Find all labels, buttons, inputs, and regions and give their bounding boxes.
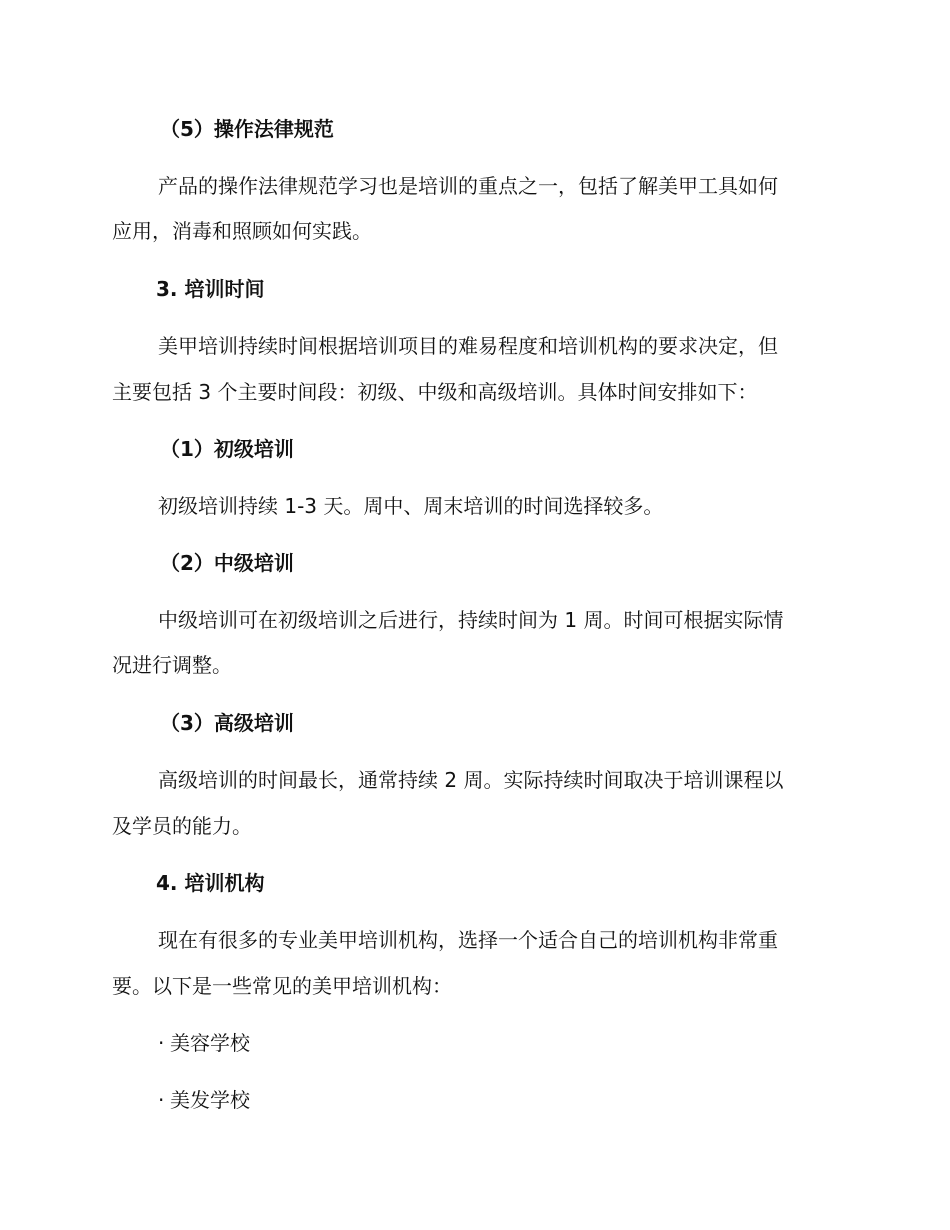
subheading-beginner-training: （1）初级培训 (160, 437, 294, 461)
paragraph-line: 要。以下是一些常见的美甲培训机构： (112, 974, 452, 998)
paragraph-line: 及学员的能力。 (112, 814, 252, 838)
section-heading-training-time: 3. 培训时间 (156, 277, 265, 301)
paragraph-line: 现在有很多的专业美甲培训机构，选择一个适合自己的培训机构非常重 (158, 928, 778, 952)
paragraph-line: 产品的操作法律规范学习也是培训的重点之一，包括了解美甲工具如何 (158, 174, 778, 198)
bullet-icon: · (158, 1031, 165, 1055)
subheading-intermediate-training: （2）中级培训 (160, 551, 294, 575)
list-item-label: 美发学校 (170, 1088, 250, 1112)
list-item-label: 美容学校 (170, 1031, 250, 1055)
paragraph-line: 高级培训的时间最长，通常持续 2 周。实际持续时间取决于培训课程以 (158, 768, 784, 792)
subheading-advanced-training: （3）高级培训 (160, 711, 294, 735)
list-item (158, 1029, 878, 1057)
paragraph-line: 应用，消毒和照顾如何实践。 (112, 219, 372, 243)
paragraph-line: 美甲培训持续时间根据培训项目的难易程度和培训机构的要求决定，但 (158, 334, 778, 358)
paragraph-line: 主要包括 3 个主要时间段：初级、中级和高级培训。具体时间安排如下： (112, 380, 758, 404)
list-item (158, 1086, 878, 1114)
section-heading-operation-law: （5）操作法律规范 (160, 117, 334, 141)
paragraph-line: 中级培训可在初级培训之后进行，持续时间为 1 周。时间可根据实际情 (158, 608, 784, 632)
bullet-icon: · (158, 1088, 165, 1112)
paragraph-line: 初级培训持续 1-3 天。周中、周末培训的时间选择较多。 (158, 494, 664, 518)
section-heading-training-institutions: 4. 培训机构 (156, 871, 265, 895)
paragraph-line: 况进行调整。 (112, 653, 232, 677)
